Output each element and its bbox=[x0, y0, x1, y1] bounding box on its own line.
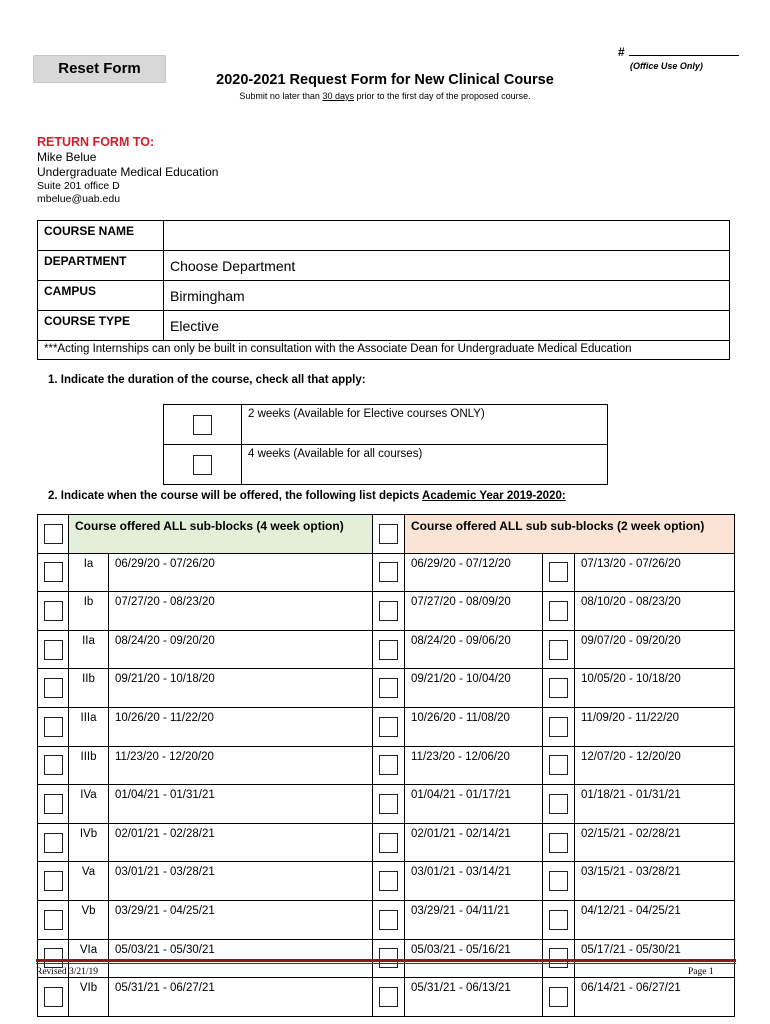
block-2wk-a-checkbox[interactable] bbox=[379, 755, 398, 775]
duration-2wk-cell bbox=[164, 405, 242, 445]
course-name-input[interactable] bbox=[164, 221, 730, 251]
block-2wk-b-checkbox[interactable] bbox=[549, 755, 568, 775]
block-row bbox=[38, 746, 735, 785]
department-select[interactable]: Choose Department bbox=[164, 251, 730, 281]
block-label: VIb bbox=[69, 978, 109, 1017]
block-2wk-b-cb-cell bbox=[543, 553, 575, 592]
block-2wk-a-checkbox[interactable] bbox=[379, 717, 398, 737]
block-2wk-a-cb-cell bbox=[373, 669, 405, 708]
block-2wk-a-cb-cell bbox=[373, 630, 405, 669]
block-2wk-a-dates: 06/29/20 - 07/12/20 bbox=[405, 553, 543, 592]
reset-form-button[interactable]: Reset Form bbox=[33, 55, 166, 83]
block-2wk-b-checkbox[interactable] bbox=[549, 833, 568, 853]
all-4wk-cell bbox=[38, 515, 69, 554]
block-4wk-checkbox[interactable] bbox=[44, 755, 63, 775]
block-2wk-a-cb-cell bbox=[373, 785, 405, 824]
duration-4wk-checkbox[interactable] bbox=[193, 455, 212, 475]
block-4wk-dates: 08/24/20 - 09/20/20 bbox=[109, 630, 373, 669]
block-label: IIIb bbox=[69, 746, 109, 785]
block-2wk-a-dates: 03/29/21 - 04/11/21 bbox=[405, 900, 543, 939]
block-2wk-b-cb-cell bbox=[543, 707, 575, 746]
block-2wk-b-dates: 11/09/20 - 11/22/20 bbox=[575, 707, 735, 746]
block-2wk-b-checkbox[interactable] bbox=[549, 640, 568, 660]
block-2wk-b-cb-cell bbox=[543, 630, 575, 669]
block-2wk-a-cb-cell bbox=[373, 862, 405, 901]
course-name-label: COURSE NAME bbox=[38, 221, 164, 251]
block-row bbox=[38, 900, 735, 939]
block-row bbox=[38, 630, 735, 669]
block-label: VIa bbox=[69, 939, 109, 978]
q2-heading-text: 2. Indicate when the course will be offered, the following list depicts bbox=[48, 490, 423, 502]
block-2wk-a-dates: 09/21/20 - 10/04/20 bbox=[405, 669, 543, 708]
question-2-heading bbox=[48, 490, 566, 502]
department-label: DEPARTMENT bbox=[38, 251, 164, 281]
block-label: Ia bbox=[69, 553, 109, 592]
return-dept: Undergraduate Medical Education bbox=[37, 165, 219, 179]
block-2wk-b-checkbox[interactable] bbox=[549, 717, 568, 737]
block-2wk-a-checkbox[interactable] bbox=[379, 910, 398, 930]
block-label: Va bbox=[69, 862, 109, 901]
block-2wk-b-dates: 07/13/20 - 07/26/20 bbox=[575, 553, 735, 592]
block-2wk-b-cb-cell bbox=[543, 669, 575, 708]
footer-page-number: Page 1 bbox=[688, 967, 714, 977]
q2-academic-year: Academic Year 2019-2020: bbox=[422, 490, 566, 502]
duration-4wk-label: 4 weeks (Available for all courses) bbox=[242, 445, 608, 485]
block-2wk-b-cb-cell bbox=[543, 785, 575, 824]
block-4wk-dates: 10/26/20 - 11/22/20 bbox=[109, 707, 373, 746]
page-title: 2020-2021 Request Form for New Clinical Course bbox=[216, 72, 554, 88]
campus-label: CAMPUS bbox=[38, 281, 164, 311]
blocks-table bbox=[37, 514, 735, 1017]
block-4wk-checkbox[interactable] bbox=[44, 987, 63, 1007]
block-4wk-checkbox[interactable] bbox=[44, 794, 63, 814]
block-2wk-b-checkbox[interactable] bbox=[549, 678, 568, 698]
block-4wk-dates: 06/29/20 - 07/26/20 bbox=[109, 553, 373, 592]
block-4wk-dates: 03/01/21 - 03/28/21 bbox=[109, 862, 373, 901]
block-4wk-cb-cell bbox=[38, 707, 69, 746]
block-2wk-a-dates: 05/03/21 - 05/16/21 bbox=[405, 939, 543, 978]
block-row bbox=[38, 978, 735, 1017]
block-4wk-dates: 07/27/20 - 08/23/20 bbox=[109, 592, 373, 631]
office-hash: # bbox=[618, 45, 625, 59]
course-info-table bbox=[37, 220, 730, 360]
block-2wk-b-checkbox[interactable] bbox=[549, 562, 568, 582]
block-2wk-b-checkbox[interactable] bbox=[549, 601, 568, 621]
page-subtitle bbox=[0, 91, 770, 101]
block-2wk-a-checkbox[interactable] bbox=[379, 833, 398, 853]
duration-4wk-cell bbox=[164, 445, 242, 485]
block-2wk-a-checkbox[interactable] bbox=[379, 871, 398, 891]
block-4wk-cb-cell bbox=[38, 669, 69, 708]
return-suite: Suite 201 office D bbox=[37, 180, 120, 192]
subtitle-before: Submit no later than bbox=[239, 91, 323, 101]
duration-2wk-label: 2 weeks (Available for Elective courses ONLY) bbox=[242, 405, 608, 445]
block-4wk-checkbox[interactable] bbox=[44, 678, 63, 698]
block-2wk-a-cb-cell bbox=[373, 746, 405, 785]
course-type-label: COURSE TYPE bbox=[38, 311, 164, 341]
block-4wk-checkbox[interactable] bbox=[44, 601, 63, 621]
block-2wk-b-cb-cell bbox=[543, 746, 575, 785]
block-label: Vb bbox=[69, 900, 109, 939]
block-4wk-cb-cell bbox=[38, 823, 69, 862]
acting-internship-note: ***Acting Internships can only be built in consultation with the Associate Dean for Undergraduate Medical Education bbox=[38, 341, 730, 360]
block-2wk-a-dates: 03/01/21 - 03/14/21 bbox=[405, 862, 543, 901]
block-2wk-b-dates: 06/14/21 - 06/27/21 bbox=[575, 978, 735, 1017]
all-4wk-checkbox[interactable] bbox=[44, 524, 63, 544]
office-number-field[interactable] bbox=[618, 45, 739, 59]
block-2wk-b-checkbox[interactable] bbox=[549, 871, 568, 891]
block-2wk-a-cb-cell bbox=[373, 592, 405, 631]
block-2wk-b-cb-cell bbox=[543, 978, 575, 1017]
block-2wk-a-dates: 07/27/20 - 08/09/20 bbox=[405, 592, 543, 631]
course-type-select[interactable]: Elective bbox=[164, 311, 730, 341]
block-row bbox=[38, 669, 735, 708]
block-2wk-b-dates: 09/07/20 - 09/20/20 bbox=[575, 630, 735, 669]
block-2wk-a-checkbox[interactable] bbox=[379, 640, 398, 660]
return-to-heading: RETURN FORM TO: bbox=[37, 135, 155, 149]
block-2wk-a-checkbox[interactable] bbox=[379, 678, 398, 698]
block-row bbox=[38, 823, 735, 862]
block-2wk-b-cb-cell bbox=[543, 900, 575, 939]
block-2wk-a-checkbox[interactable] bbox=[379, 794, 398, 814]
block-label: Ib bbox=[69, 592, 109, 631]
block-2wk-a-dates: 08/24/20 - 09/06/20 bbox=[405, 630, 543, 669]
block-4wk-cb-cell bbox=[38, 785, 69, 824]
block-4wk-cb-cell bbox=[38, 592, 69, 631]
header-4-week-option: Course offered ALL sub-blocks (4 week option) bbox=[69, 515, 373, 554]
block-2wk-b-dates: 10/05/20 - 10/18/20 bbox=[575, 669, 735, 708]
duration-table bbox=[163, 404, 608, 485]
duration-2wk-checkbox[interactable] bbox=[193, 415, 212, 435]
block-4wk-cb-cell bbox=[38, 553, 69, 592]
block-4wk-cb-cell bbox=[38, 630, 69, 669]
subtitle-deadline: 30 days bbox=[322, 91, 354, 101]
block-row bbox=[38, 707, 735, 746]
block-2wk-a-checkbox[interactable] bbox=[379, 601, 398, 621]
block-2wk-a-checkbox[interactable] bbox=[379, 987, 398, 1007]
footer-rule-thin bbox=[36, 963, 736, 964]
block-label: IIa bbox=[69, 630, 109, 669]
block-4wk-cb-cell bbox=[38, 978, 69, 1017]
block-4wk-checkbox[interactable] bbox=[44, 717, 63, 737]
block-2wk-b-cb-cell bbox=[543, 823, 575, 862]
block-4wk-checkbox[interactable] bbox=[44, 833, 63, 853]
block-2wk-a-dates: 01/04/21 - 01/17/21 bbox=[405, 785, 543, 824]
block-2wk-b-dates: 08/10/20 - 08/23/20 bbox=[575, 592, 735, 631]
block-label: IVa bbox=[69, 785, 109, 824]
block-label: IIIa bbox=[69, 707, 109, 746]
office-use-note: (Office Use Only) bbox=[630, 61, 703, 71]
block-2wk-a-dates: 10/26/20 - 11/08/20 bbox=[405, 707, 543, 746]
block-label: IVb bbox=[69, 823, 109, 862]
footer-revised: Revised 3/21/19 bbox=[36, 967, 99, 977]
office-number-line bbox=[629, 45, 739, 56]
block-4wk-dates: 03/29/21 - 04/25/21 bbox=[109, 900, 373, 939]
subtitle-after: prior to the first day of the proposed course. bbox=[353, 91, 531, 101]
block-2wk-b-dates: 05/17/21 - 05/30/21 bbox=[575, 939, 735, 978]
block-4wk-cb-cell bbox=[38, 746, 69, 785]
block-row bbox=[38, 592, 735, 631]
block-2wk-a-cb-cell bbox=[373, 823, 405, 862]
block-2wk-b-checkbox[interactable] bbox=[549, 987, 568, 1007]
block-4wk-checkbox[interactable] bbox=[44, 871, 63, 891]
block-4wk-dates: 01/04/21 - 01/31/21 bbox=[109, 785, 373, 824]
block-2wk-b-checkbox[interactable] bbox=[549, 794, 568, 814]
block-2wk-b-cb-cell bbox=[543, 862, 575, 901]
block-2wk-a-cb-cell bbox=[373, 978, 405, 1017]
block-4wk-checkbox[interactable] bbox=[44, 640, 63, 660]
block-4wk-dates: 02/01/21 - 02/28/21 bbox=[109, 823, 373, 862]
question-1-heading: 1. Indicate the duration of the course, check all that apply: bbox=[48, 374, 366, 386]
block-label: IIb bbox=[69, 669, 109, 708]
block-4wk-checkbox[interactable] bbox=[44, 562, 63, 582]
block-4wk-dates: 11/23/20 - 12/20/20 bbox=[109, 746, 373, 785]
block-2wk-b-cb-cell bbox=[543, 592, 575, 631]
block-2wk-b-checkbox[interactable] bbox=[549, 910, 568, 930]
block-2wk-a-cb-cell bbox=[373, 900, 405, 939]
block-4wk-cb-cell bbox=[38, 900, 69, 939]
block-2wk-a-checkbox[interactable] bbox=[379, 562, 398, 582]
block-4wk-checkbox[interactable] bbox=[44, 910, 63, 930]
campus-select[interactable]: Birmingham bbox=[164, 281, 730, 311]
block-2wk-a-cb-cell bbox=[373, 707, 405, 746]
block-row bbox=[38, 862, 735, 901]
block-2wk-a-cb-cell bbox=[373, 553, 405, 592]
block-2wk-b-dates: 01/18/21 - 01/31/21 bbox=[575, 785, 735, 824]
block-2wk-b-dates: 03/15/21 - 03/28/21 bbox=[575, 862, 735, 901]
block-2wk-b-dates: 02/15/21 - 02/28/21 bbox=[575, 823, 735, 862]
block-2wk-b-dates: 04/12/21 - 04/25/21 bbox=[575, 900, 735, 939]
block-2wk-b-dates: 12/07/20 - 12/20/20 bbox=[575, 746, 735, 785]
block-row bbox=[38, 785, 735, 824]
block-2wk-a-dates: 05/31/21 - 06/13/21 bbox=[405, 978, 543, 1017]
return-name: Mike Belue bbox=[37, 150, 97, 164]
all-2wk-checkbox[interactable] bbox=[379, 524, 398, 544]
return-email: mbelue@uab.edu bbox=[37, 193, 121, 205]
header-2-week-option: Course offered ALL sub sub-blocks (2 week option) bbox=[405, 515, 735, 554]
footer-rule bbox=[36, 959, 736, 962]
all-2wk-cell bbox=[373, 515, 405, 554]
block-4wk-dates: 09/21/20 - 10/18/20 bbox=[109, 669, 373, 708]
block-4wk-cb-cell bbox=[38, 862, 69, 901]
block-2wk-a-dates: 11/23/20 - 12/06/20 bbox=[405, 746, 543, 785]
block-4wk-dates: 05/03/21 - 05/30/21 bbox=[109, 939, 373, 978]
block-4wk-dates: 05/31/21 - 06/27/21 bbox=[109, 978, 373, 1017]
block-2wk-a-dates: 02/01/21 - 02/14/21 bbox=[405, 823, 543, 862]
block-row bbox=[38, 553, 735, 592]
